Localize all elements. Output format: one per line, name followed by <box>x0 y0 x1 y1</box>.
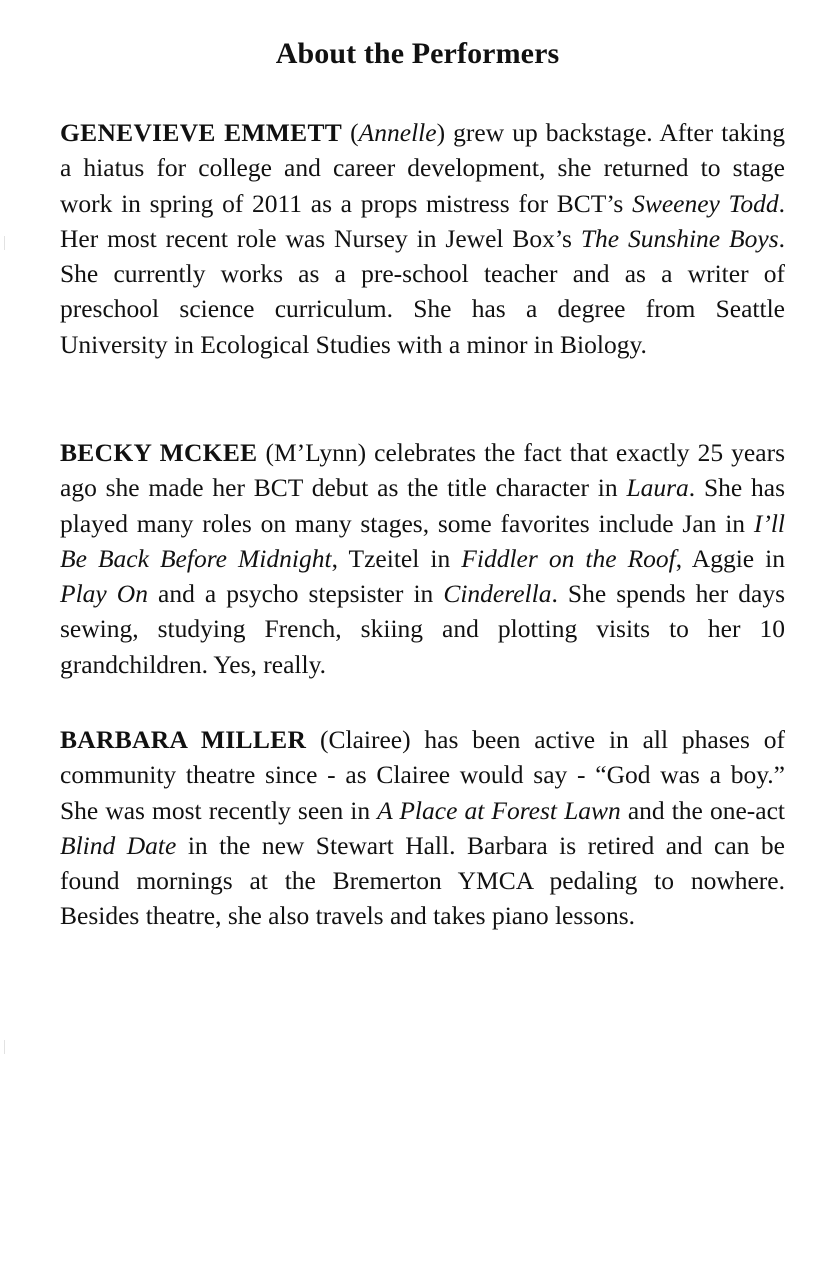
page-title: About the Performers <box>275 37 560 70</box>
show-title: I’ll Be Back Before Midnight <box>60 508 785 573</box>
performer-bio-barbara-miller <box>60 722 785 934</box>
bio-text: and the one-act <box>620 795 785 825</box>
character-name: Annelle <box>358 118 437 147</box>
bio-text: in the new Stewart Hall. Barbara is retired and can be found mornings at the Bremerton YMCA pedaling to nowhere. Besides theatre, she also travels and takes piano lessons. <box>60 830 785 931</box>
show-title: Sweeney Todd <box>632 188 779 218</box>
bio-text: (Clairee) has been active in all phases of community theatre since - as Clairee would say - “God was a boy.” She was most recently seen in <box>60 725 785 825</box>
show-title: Laura <box>626 473 689 503</box>
bio-text: . Her most recent role was Nursey in Jewel Box’s <box>60 188 786 253</box>
bio-text: . She spends her days sewing, studying French, skiing and plotting visits to her 10 grandchildren. Yes, really. <box>60 579 786 679</box>
bio-text: (M’Lynn) celebrates the fact that exactly 25 years ago she made her BCT debut as the title character in <box>60 438 785 503</box>
scan-edge-mark <box>4 1040 5 1054</box>
bio-text: and a psycho stepsister in <box>147 579 444 609</box>
show-title: Blind Date <box>60 830 177 860</box>
bio-text: . She has played many roles on many stages, some favorites include Jan in <box>60 473 786 538</box>
show-title: Play On <box>60 579 148 609</box>
bio-text: , Aggie in <box>675 543 786 573</box>
show-title: Fiddler on the Roof <box>461 543 676 573</box>
performer-name: GENEVIEVE EMMETT <box>60 118 343 147</box>
performer-name: BECKY MCKEE <box>60 438 258 467</box>
bio-text: , Tzeitel in <box>331 543 462 573</box>
show-title: A Place at Forest Lawn <box>377 795 621 825</box>
show-title: The Sunshine Boys <box>580 223 779 253</box>
bio-text: . She currently works as a pre-school teacher and as a writer of preschool science curriculum. She has a degree from Seattle University in Ecological Studies with a minor in Biology. <box>60 223 785 359</box>
bio-text: ) grew up backstage. After taking a hiatus for college and career development, she returned to stage work in spring of 2011 as a props mistress for BCT’s <box>60 118 785 218</box>
bio-text: ( <box>342 118 359 147</box>
scan-edge-mark <box>4 236 5 250</box>
show-title: Cinderella <box>443 579 552 609</box>
performer-bio-genevieve-emmett <box>60 115 785 362</box>
performer-bio-becky-mckee <box>60 435 785 682</box>
performer-name: BARBARA MILLER <box>60 725 307 754</box>
